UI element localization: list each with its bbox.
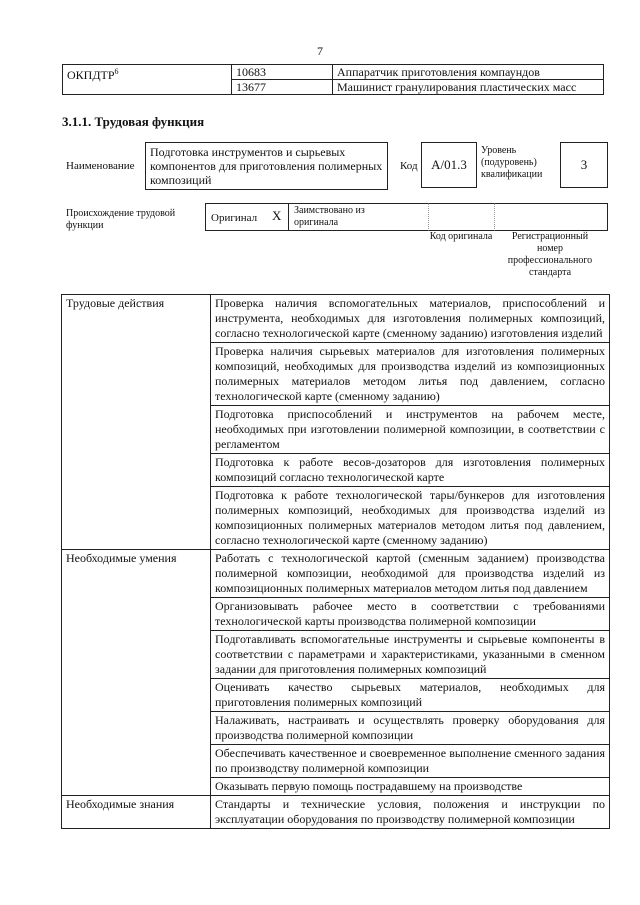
level-label: Уровень (подуровень) квалификации (481, 145, 543, 180)
okpdtr-label: ОКПДТР (67, 68, 115, 82)
table-item: Подготовка приспособлений и инструментов на рабочем месте, необходимых при изготовлении полимерной композиции, в соответствии с регламентом (211, 406, 610, 454)
okpdtr-name: Машинист гранулирования пластических масс (333, 80, 604, 95)
table-item: Обеспечивать качественное и своевременное выполнение сменного задания по производству полимерной композиции (211, 745, 610, 778)
table-row (62, 796, 610, 829)
okpdtr-row (63, 65, 604, 80)
original-mark: X (272, 208, 282, 223)
code-label: Код (400, 160, 418, 172)
name-label: Наименование (66, 160, 135, 172)
table-item: Проверка наличия сырьевых материалов для изготовления полимерных композиций, необходимых для производства изделий из композиционных полимерных материалов методом литья под давлением, согласно технологической карте (сменному заданию) (211, 343, 610, 406)
section-title: 3.1.1. Трудовая функция (62, 114, 205, 129)
table-item: Подготовка к работе весов-дозаторов для изготовления полимерных композиций согласно технологической карте (211, 454, 610, 487)
okpdtr-code: 13677 (232, 80, 333, 95)
reg-number-box (494, 203, 608, 231)
table-item: Оценивать качество сырьевых материалов, необходимых для приготовления полимерных композиций (211, 679, 610, 712)
table-item: Оказывать первую помощь пострадавшему на производстве (211, 778, 610, 796)
table-row (62, 550, 610, 598)
okpdtr-label-cell (63, 65, 232, 95)
category-cell: Необходимые умения (62, 550, 211, 796)
origin-code-box (428, 203, 495, 231)
page-number: 7 (317, 44, 323, 58)
level-box: 3 (560, 142, 608, 188)
labor-function-table (61, 294, 610, 829)
function-code-box: A/01.3 (421, 142, 477, 188)
okpdtr-name: Аппаратчик приготовления компаундов (333, 65, 604, 80)
table-item: Работать с технологической картой (сменным заданием) производства полимерной композиции, необходимой для производства изделий из композиционных полимерных материалов методом литья под давлением (211, 550, 610, 598)
table-item: Налаживать, настраивать и осуществлять проверку оборудования для производства полимерной композиции (211, 712, 610, 745)
okpdtr-footnote: 6 (114, 67, 119, 76)
original-label: Оригинал (211, 212, 258, 224)
table-row (62, 295, 610, 343)
function-name-box: Подготовка инструментов и сырьевых компонентов для приготовления полимерных композиций (145, 142, 388, 190)
table-item: Подготовка к работе технологической тары/бункеров для изготовления полимерных композиций, необходимых для производства изделий из композиционных полимерных материалов методом литья под давлением, согласно технологической карте (сменному заданию) (211, 487, 610, 550)
okpdtr-table (62, 64, 604, 95)
borrowed-label: Заимствовано из оригинала (294, 205, 365, 228)
okpdtr-code: 10683 (232, 65, 333, 80)
category-cell: Необходимые знания (62, 796, 211, 829)
table-item: Проверка наличия вспомогательных материалов, приспособлений и инструмента, необходимых для изготовления полимерных композиций, согласно технологической карте (сменному заданию) изготовления изделий (211, 295, 610, 343)
category-cell: Трудовые действия (62, 295, 211, 550)
table-item: Подготавливать вспомогательные инструменты и сырьевые компоненты в соответствии с параметрами и характеристиками, указанными в сменном задании для приготовления полимерных композиций (211, 631, 610, 679)
code-caption: Код оригинала (429, 231, 493, 242)
table-item: Стандарты и технические условия, положения и инструкции по эксплуатации оборудования по производству полимерной композиции (211, 796, 610, 829)
table-item: Организовывать рабочее место в соответствии с требованиями технологической карты производства полимерной композиции (211, 598, 610, 631)
reg-caption: Регистрационный номер профессионального стандарта (507, 231, 593, 278)
origin-label: Происхождение трудовой функции (66, 208, 176, 231)
